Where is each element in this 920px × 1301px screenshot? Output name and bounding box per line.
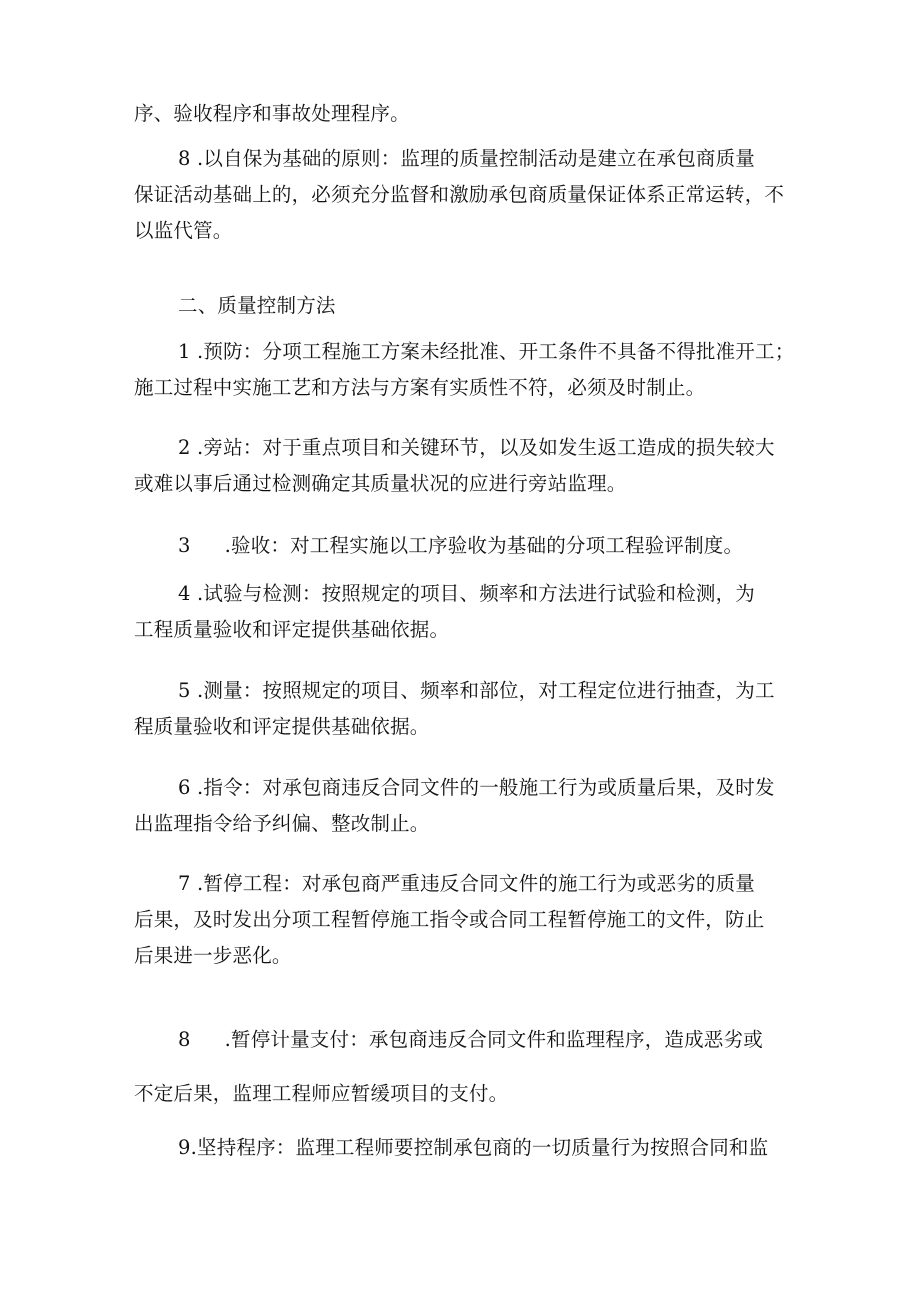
item-text: .暂停计量支付：承包商违反合同文件和监理程序，造成恶劣或 [224,1028,763,1051]
text-line: 7 .暂停工程：对承包商严重违反合同文件的施工行为或恶劣的质量 [178,872,756,895]
paragraph-method-5 [134,673,784,745]
text-line: 6 .指令：对承包商违反合同文件的一般施工行为或质量后果，及时发 [178,776,775,799]
text-line: 或难以事后通过检测确定其质量状况的应进行旁站监理。 [134,472,627,495]
text-line: 出监理指令给予纠偏、整改制止。 [134,812,430,835]
paragraph-method-8 [134,1013,784,1121]
paragraph-procedures-end [134,96,784,132]
text-line: 不定后果，监理工程师应暂缓项目的支付。 [134,1082,509,1105]
paragraph-method-1 [134,334,795,406]
text-line [134,1013,784,1067]
text-line: 5 .测量：按照规定的项目、频率和部位，对工程定位进行抽查，为工 [178,679,775,702]
paragraph-method-4 [134,576,784,648]
item-number: 3 [178,534,191,557]
text-line: 序、验收程序和事故处理程序。 [134,102,410,125]
paragraph-method-3 [134,528,784,564]
paragraph-principle-8 [134,141,784,249]
text-line: 以监代管。 [134,219,233,242]
text-line: 后果进一步恶化。 [134,944,292,967]
text-line: 8 .以自保为基础的原则：监理的质量控制活动是建立在承包商质量 [178,147,756,170]
text-line: 施工过程中实施工艺和方法与方案有实质性不符，必须及时制止。 [134,376,706,399]
paragraph-method-2 [134,430,784,502]
text-line: 4 .试验与检测：按照规定的项目、频率和方法进行试验和检测，为 [178,582,756,605]
text-line: 程质量验收和评定提供基础依据。 [134,715,430,738]
item-text: .验收：对工程实施以工序验收为基础的分项工程验评制度。 [224,534,744,557]
text-line: 9.坚持程序：监理工程师要控制承包商的一切质量行为按照合同和监 [178,1136,769,1159]
text-line: 后果，及时发出分项工程暂停施工指令或合同工程暂停施工的文件，防止 [134,908,765,931]
section-heading: 二、质量控制方法 [178,294,336,317]
paragraph-method-9 [134,1130,784,1166]
text-line: 工程质量验收和评定提供基础依据。 [134,618,450,641]
text-line: 2 .旁站：对于重点项目和关键环节，以及如发生返工造成的损失较大 [178,436,775,459]
text-line [134,528,784,564]
text-line: 保证活动基础上的，必须充分监督和激励承包商质量保证体系正常运转，不 [134,183,785,206]
text-line: 1 .预防：分项工程施工方案未经批准、开工条件不具备不得批准开工； [178,340,795,363]
paragraph-method-7 [134,866,784,974]
paragraph-method-6 [134,770,784,842]
item-number: 8 [178,1028,191,1051]
